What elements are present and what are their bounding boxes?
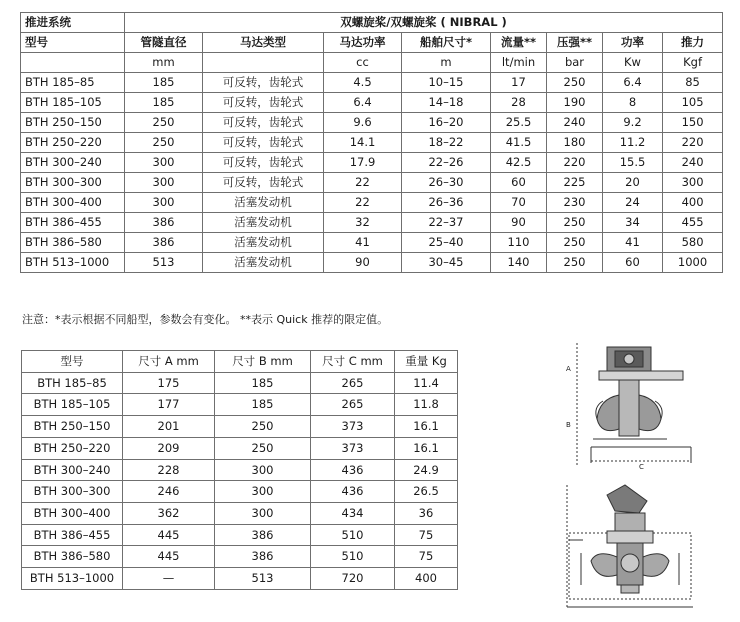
dim-header-cell: 尺寸 B mm bbox=[215, 351, 311, 373]
spec-cell: 225 bbox=[547, 173, 603, 193]
spec-cell: 可反转，齿轮式 bbox=[203, 113, 324, 133]
dim-cell: BTH 300–400 bbox=[22, 502, 123, 524]
dim-cell: 75 bbox=[395, 524, 458, 546]
side-view-drawing bbox=[577, 343, 691, 465]
dim-cell: 250 bbox=[215, 416, 311, 438]
dim-row bbox=[22, 524, 458, 546]
spec-cell: BTH 300–240 bbox=[21, 153, 125, 173]
thruster-drawings bbox=[563, 335, 698, 615]
dim-header-cell: 重量 Kg bbox=[395, 351, 458, 373]
spec-row bbox=[21, 93, 723, 113]
spec-header-cell: 船舶尺寸* bbox=[402, 33, 491, 53]
dim-cell: 300 bbox=[215, 481, 311, 503]
dim-cell: 400 bbox=[395, 568, 458, 590]
dim-label-c: C bbox=[639, 463, 644, 471]
spec-cell: BTH 386–580 bbox=[21, 233, 125, 253]
dim-row bbox=[22, 546, 458, 568]
dim-row bbox=[22, 372, 458, 394]
dim-cell: 373 bbox=[311, 416, 395, 438]
dim-cell: 246 bbox=[123, 481, 215, 503]
dim-cell: 185 bbox=[215, 394, 311, 416]
spec-header-cell: 流量** bbox=[491, 33, 547, 53]
dim-cell: 265 bbox=[311, 394, 395, 416]
spec-header-cell: 压强** bbox=[547, 33, 603, 53]
spec-cell: 150 bbox=[663, 113, 723, 133]
spec-unit-row bbox=[21, 53, 723, 73]
spec-row bbox=[21, 133, 723, 153]
spec-cell: 15.5 bbox=[603, 153, 663, 173]
spec-unit-cell bbox=[21, 53, 125, 73]
dim-cell: 720 bbox=[311, 568, 395, 590]
spec-cell: 300 bbox=[125, 173, 203, 193]
spec-cell: 25.5 bbox=[491, 113, 547, 133]
dim-row bbox=[22, 394, 458, 416]
dim-cell: BTH 185–85 bbox=[22, 372, 123, 394]
spec-cell: 22 bbox=[324, 193, 402, 213]
dim-cell: 250 bbox=[215, 437, 311, 459]
spec-unit-cell: mm bbox=[125, 53, 203, 73]
spec-cell: 活塞发动机 bbox=[203, 193, 324, 213]
spec-cell: 185 bbox=[125, 93, 203, 113]
spec-header-cell: 型号 bbox=[21, 33, 125, 53]
spec-cell: 386 bbox=[125, 213, 203, 233]
spec-unit-cell: Kgf bbox=[663, 53, 723, 73]
spec-cell: 90 bbox=[324, 253, 402, 273]
dim-cell: 16.1 bbox=[395, 416, 458, 438]
spec-cell: 34 bbox=[603, 213, 663, 233]
footnote: 注意：*表示根据不同船型，参数会有变化。 **表示 Quick 推荐的限定值。 bbox=[22, 313, 389, 326]
spec-cell: 240 bbox=[547, 113, 603, 133]
spec-unit-cell: cc bbox=[324, 53, 402, 73]
spec-table-caption: 推进系统 bbox=[21, 13, 125, 33]
dim-cell: 513 bbox=[215, 568, 311, 590]
dim-row bbox=[22, 459, 458, 481]
spec-cell: 41 bbox=[603, 233, 663, 253]
spec-cell: 250 bbox=[547, 213, 603, 233]
dim-cell: — bbox=[123, 568, 215, 590]
dim-header-cell: 型号 bbox=[22, 351, 123, 373]
dim-cell: BTH 185–105 bbox=[22, 394, 123, 416]
dim-cell: 24.9 bbox=[395, 459, 458, 481]
dim-cell: 300 bbox=[215, 459, 311, 481]
spec-cell: 32 bbox=[324, 213, 402, 233]
spec-row bbox=[21, 173, 723, 193]
thruster-spec-table bbox=[20, 12, 723, 273]
spec-cell: 可反转，齿轮式 bbox=[203, 93, 324, 113]
spec-row bbox=[21, 213, 723, 233]
spec-cell: 580 bbox=[663, 233, 723, 253]
spec-cell: 可反转，齿轮式 bbox=[203, 173, 324, 193]
spec-cell: 22 bbox=[324, 173, 402, 193]
dim-cell: BTH 386–455 bbox=[22, 524, 123, 546]
spec-row bbox=[21, 253, 723, 273]
spec-cell: 22–26 bbox=[402, 153, 491, 173]
front-view-drawing bbox=[567, 485, 693, 607]
dim-cell: 75 bbox=[395, 546, 458, 568]
spec-row bbox=[21, 153, 723, 173]
spec-cell: 可反转，齿轮式 bbox=[203, 133, 324, 153]
spec-cell: 14.1 bbox=[324, 133, 402, 153]
spec-cell: 17 bbox=[491, 73, 547, 93]
spec-cell: BTH 300–300 bbox=[21, 173, 125, 193]
dim-cell: 16.1 bbox=[395, 437, 458, 459]
spec-cell: BTH 300–400 bbox=[21, 193, 125, 213]
dim-cell: 209 bbox=[123, 437, 215, 459]
spec-cell: 28 bbox=[491, 93, 547, 113]
dim-row bbox=[22, 481, 458, 503]
spec-cell: 300 bbox=[663, 173, 723, 193]
dim-cell: 445 bbox=[123, 524, 215, 546]
spec-unit-cell: Kw bbox=[603, 53, 663, 73]
spec-cell: 18–22 bbox=[402, 133, 491, 153]
spec-header-cell: 马达功率 bbox=[324, 33, 402, 53]
spec-cell: 16–20 bbox=[402, 113, 491, 133]
dim-cell: 434 bbox=[311, 502, 395, 524]
dim-cell: BTH 250–220 bbox=[22, 437, 123, 459]
spec-cell: 386 bbox=[125, 233, 203, 253]
dim-cell: 386 bbox=[215, 524, 311, 546]
spec-cell: 活塞发动机 bbox=[203, 213, 324, 233]
dim-cell: 373 bbox=[311, 437, 395, 459]
dimension-table bbox=[21, 350, 458, 590]
dim-row bbox=[22, 437, 458, 459]
spec-group-title: 双螺旋桨/双螺旋桨 ( NIBRAL ) bbox=[125, 13, 723, 33]
dim-row bbox=[22, 502, 458, 524]
spec-cell: 活塞发动机 bbox=[203, 253, 324, 273]
spec-cell: 70 bbox=[491, 193, 547, 213]
spec-cell: BTH 250–220 bbox=[21, 133, 125, 153]
spec-cell: 22–37 bbox=[402, 213, 491, 233]
dim-cell: 436 bbox=[311, 481, 395, 503]
dim-cell: 445 bbox=[123, 546, 215, 568]
spec-cell: 220 bbox=[663, 133, 723, 153]
spec-cell: 90 bbox=[491, 213, 547, 233]
spec-cell: 220 bbox=[547, 153, 603, 173]
spec-cell: 17.9 bbox=[324, 153, 402, 173]
spec-header-cell: 管隧直径 bbox=[125, 33, 203, 53]
spec-cell: 230 bbox=[547, 193, 603, 213]
spec-cell: 60 bbox=[491, 173, 547, 193]
dim-cell: 300 bbox=[215, 502, 311, 524]
dim-cell: 11.4 bbox=[395, 372, 458, 394]
spec-cell: 25–40 bbox=[402, 233, 491, 253]
dim-cell: BTH 386–580 bbox=[22, 546, 123, 568]
spec-cell: 400 bbox=[663, 193, 723, 213]
dim-table-body bbox=[22, 372, 458, 589]
dim-header-row bbox=[22, 351, 458, 373]
spec-header-cell: 功率 bbox=[603, 33, 663, 53]
spec-cell: 42.5 bbox=[491, 153, 547, 173]
spec-cell: 300 bbox=[125, 193, 203, 213]
spec-cell: BTH 185–85 bbox=[21, 73, 125, 93]
spec-cell: 300 bbox=[125, 153, 203, 173]
spec-cell: BTH 185–105 bbox=[21, 93, 125, 113]
spec-cell: 250 bbox=[125, 133, 203, 153]
spec-cell: 26–30 bbox=[402, 173, 491, 193]
spec-cell: 6.4 bbox=[603, 73, 663, 93]
spec-cell: 11.2 bbox=[603, 133, 663, 153]
dim-row bbox=[22, 416, 458, 438]
dim-cell: 436 bbox=[311, 459, 395, 481]
spec-cell: 110 bbox=[491, 233, 547, 253]
spec-cell: 250 bbox=[547, 73, 603, 93]
spec-row bbox=[21, 233, 723, 253]
dim-cell: 265 bbox=[311, 372, 395, 394]
dim-label-a: A bbox=[566, 365, 571, 373]
spec-cell: 6.4 bbox=[324, 93, 402, 113]
dim-label-b: B bbox=[566, 421, 571, 429]
dim-cell: 26.5 bbox=[395, 481, 458, 503]
spec-cell: 8 bbox=[603, 93, 663, 113]
spec-cell: 41.5 bbox=[491, 133, 547, 153]
spec-cell: 41 bbox=[324, 233, 402, 253]
dim-cell: BTH 300–300 bbox=[22, 481, 123, 503]
dim-cell: 386 bbox=[215, 546, 311, 568]
dim-cell: 175 bbox=[123, 372, 215, 394]
spec-cell: BTH 386–455 bbox=[21, 213, 125, 233]
dim-cell: BTH 250–150 bbox=[22, 416, 123, 438]
spec-cell: 1000 bbox=[663, 253, 723, 273]
spec-cell: 20 bbox=[603, 173, 663, 193]
dim-header-cell: 尺寸 A mm bbox=[123, 351, 215, 373]
dim-header-cell: 尺寸 C mm bbox=[311, 351, 395, 373]
spec-cell: 105 bbox=[663, 93, 723, 113]
spec-cell: 60 bbox=[603, 253, 663, 273]
spec-header-row bbox=[21, 33, 723, 53]
spec-cell: 10–15 bbox=[402, 73, 491, 93]
dim-cell: 362 bbox=[123, 502, 215, 524]
spec-unit-cell bbox=[203, 53, 324, 73]
spec-cell: BTH 513–1000 bbox=[21, 253, 125, 273]
spec-cell: 513 bbox=[125, 253, 203, 273]
spec-cell: 30–45 bbox=[402, 253, 491, 273]
dim-cell: 177 bbox=[123, 394, 215, 416]
dim-cell: BTH 300–240 bbox=[22, 459, 123, 481]
spec-row bbox=[21, 193, 723, 213]
dim-cell: 510 bbox=[311, 524, 395, 546]
spec-cell: 可反转，齿轮式 bbox=[203, 153, 324, 173]
spec-cell: 250 bbox=[125, 113, 203, 133]
dim-cell: 228 bbox=[123, 459, 215, 481]
spec-row bbox=[21, 73, 723, 93]
dim-cell: 185 bbox=[215, 372, 311, 394]
spec-header-cell: 马达类型 bbox=[203, 33, 324, 53]
dim-cell: BTH 513–1000 bbox=[22, 568, 123, 590]
spec-unit-cell: lt/min bbox=[491, 53, 547, 73]
spec-table-body bbox=[21, 73, 723, 273]
spec-cell: 180 bbox=[547, 133, 603, 153]
spec-cell: 85 bbox=[663, 73, 723, 93]
spec-cell: 240 bbox=[663, 153, 723, 173]
dim-cell: 201 bbox=[123, 416, 215, 438]
dim-cell: 11.8 bbox=[395, 394, 458, 416]
spec-header-cell: 推力 bbox=[663, 33, 723, 53]
spec-cell: 250 bbox=[547, 253, 603, 273]
spec-cell: BTH 250–150 bbox=[21, 113, 125, 133]
spec-cell: 活塞发动机 bbox=[203, 233, 324, 253]
spec-cell: 可反转，齿轮式 bbox=[203, 73, 324, 93]
spec-cell: 4.5 bbox=[324, 73, 402, 93]
spec-cell: 185 bbox=[125, 73, 203, 93]
spec-cell: 9.2 bbox=[603, 113, 663, 133]
spec-unit-cell: bar bbox=[547, 53, 603, 73]
spec-cell: 24 bbox=[603, 193, 663, 213]
spec-cell: 14–18 bbox=[402, 93, 491, 113]
spec-cell: 9.6 bbox=[324, 113, 402, 133]
spec-cell: 250 bbox=[547, 233, 603, 253]
spec-row bbox=[21, 113, 723, 133]
dim-cell: 36 bbox=[395, 502, 458, 524]
spec-cell: 26–36 bbox=[402, 193, 491, 213]
spec-cell: 140 bbox=[491, 253, 547, 273]
spec-unit-cell: m bbox=[402, 53, 491, 73]
spec-cell: 190 bbox=[547, 93, 603, 113]
dim-row bbox=[22, 568, 458, 590]
dim-cell: 510 bbox=[311, 546, 395, 568]
spec-cell: 455 bbox=[663, 213, 723, 233]
